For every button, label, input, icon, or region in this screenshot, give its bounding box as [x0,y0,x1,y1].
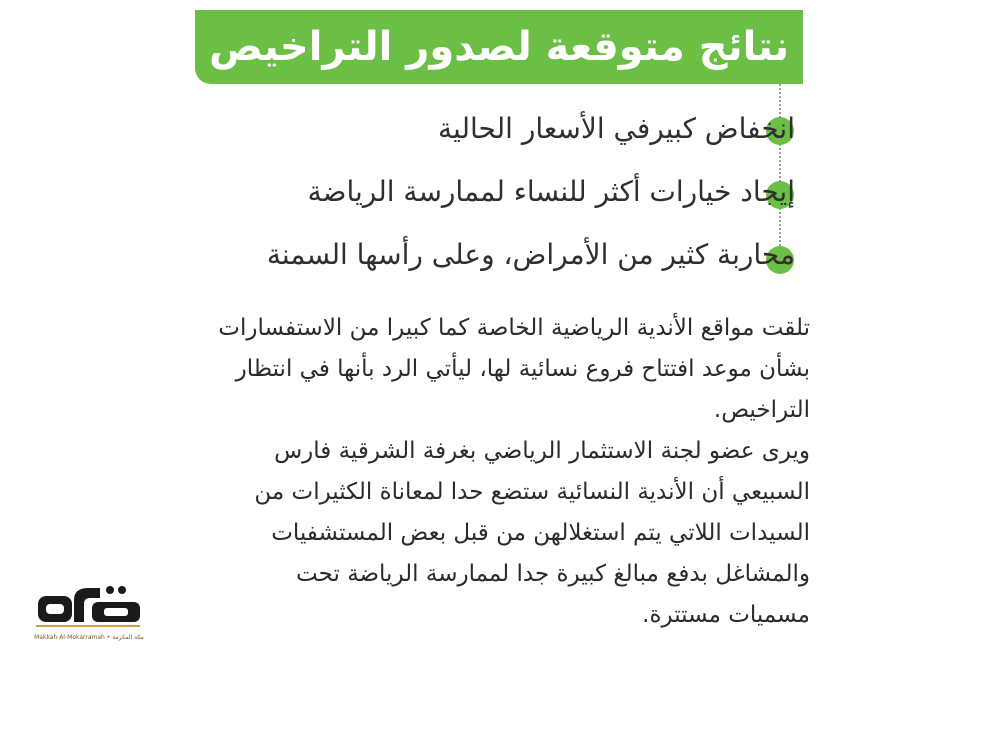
header-banner [195,10,803,84]
bullet-item-2: إيجاد خيارات أكثر للنساء لممارسة الرياضة [307,175,795,208]
bullet-item-3: محاربة كثير من الأمراض، وعلى رأسها السمنة [266,238,795,271]
article-body [210,308,810,636]
article-paragraph-2: ويرى عضو لجنة الاستثمار الرياضي بغرفة الشرقية فارس السبيعي أن الأندية النسائية ستضع حدا لمعاناة الكثيرات من السيدات اللاتي يتم استغلالهن من قبل بعض المستشفيات والمشاغل بدفع مبالغ كبيرة جدا لممارسة الرياضة تحت مسميات مستترة. [254,438,810,628]
bullet-item-1: انخفاض كبيرفي الأسعار الحالية [438,112,795,145]
banner-title: نتائج متوقعة لصدور التراخيص [209,24,789,70]
article-paragraph-1: تلقت مواقع الأندية الرياضية الخاصة كما كبيرا من الاستفسارات بشأن موعد افتتاح فروع نسائية لها، ليأتي الرد بأنها في انتظار التراخيص. [218,315,810,423]
makkah-logo-mark [34,578,144,630]
makkah-logo [34,578,144,648]
logo-tagline: Makkah Al-Mokarramah • مكة المكرمة [34,634,144,641]
